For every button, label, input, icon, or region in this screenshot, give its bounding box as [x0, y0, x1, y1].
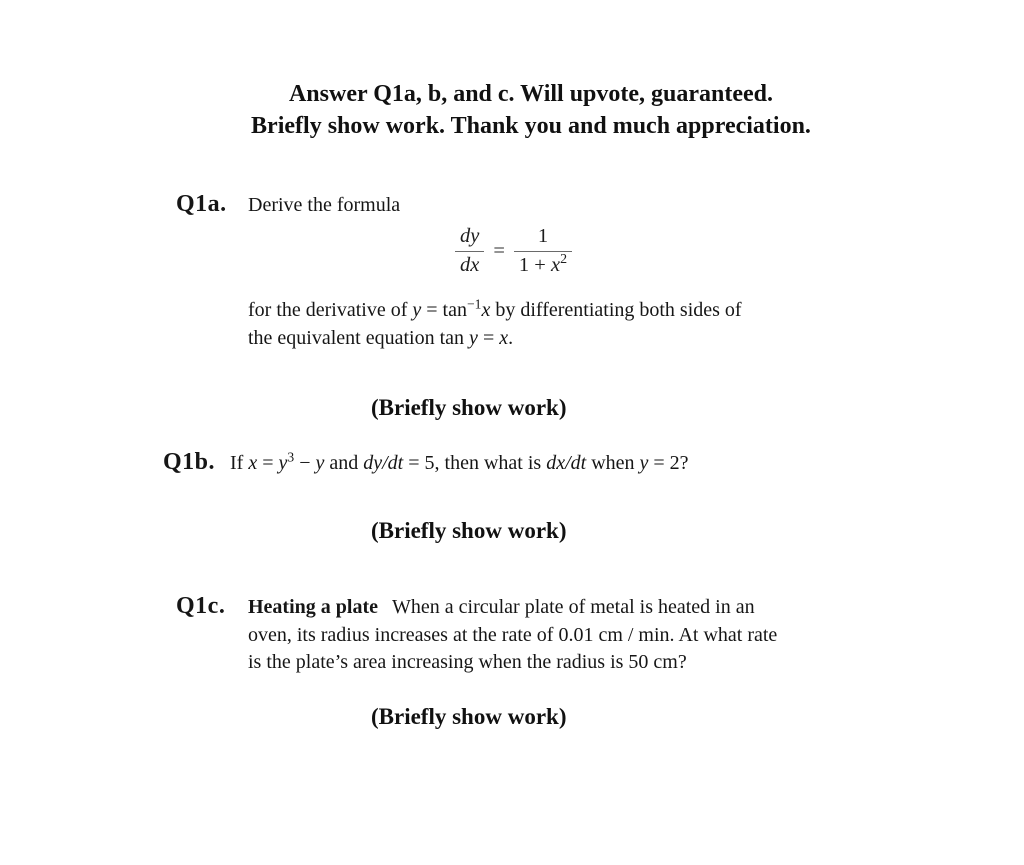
- fraction-numerator-1: 1: [537, 225, 549, 247]
- fraction-dy-dx: [455, 225, 484, 277]
- header-line-1: Answer Q1a, b, and c. Will upvote, guaranteed.: [288, 81, 774, 107]
- q1a-text-segment: = tan: [421, 299, 467, 321]
- question-q1b: [163, 449, 689, 476]
- q1c-line-3: is the plate’s area increasing when the radius is 50 cm?: [248, 651, 687, 673]
- variable-y: y: [412, 299, 422, 321]
- q1b-text-segment: −: [294, 452, 316, 474]
- denominator-variable-x: x: [550, 253, 561, 276]
- fraction-numerator-dy: dy: [460, 225, 480, 247]
- fraction-denominator-dx: dx: [455, 251, 484, 278]
- q1a-text-segment: =: [477, 326, 500, 349]
- briefly-show-work-3: (Briefly show work): [371, 704, 567, 729]
- variable-y: y: [278, 452, 288, 474]
- q1a-text-segment: the equivalent equation tan: [248, 326, 470, 349]
- q1b-text-segment: and: [324, 452, 364, 474]
- header-line-2: Briefly show work. Thank you and much appreciation.: [251, 113, 811, 139]
- briefly-show-work-2: (Briefly show work): [371, 518, 567, 543]
- question-q1a: [176, 191, 400, 218]
- q1b-text-segment: when: [586, 452, 640, 474]
- exponent-3: 3: [287, 449, 295, 465]
- q1c-label: Q1c.: [176, 593, 226, 619]
- fraction-1-over-1-plus-x-squared: [514, 225, 572, 277]
- q1a-text-segment: .: [508, 326, 514, 349]
- q1b-text-segment: =: [257, 452, 279, 474]
- q1b-label: Q1b.: [163, 449, 216, 475]
- denominator-prefix: 1 +: [518, 253, 551, 276]
- q1a-formula: [455, 225, 572, 277]
- q1a-body: [248, 297, 742, 352]
- fraction-denominator-1-plus-x-squared: [514, 251, 572, 278]
- denominator-exponent: 2: [560, 251, 568, 267]
- equals-sign: =: [493, 239, 505, 262]
- q1b-text-segment: = 5, then what is: [403, 452, 547, 474]
- tan-inverse-exponent: −1: [466, 296, 482, 312]
- q1c-body: [248, 594, 777, 677]
- q1b-text-segment: If: [230, 452, 249, 474]
- variable-x: x: [481, 299, 491, 321]
- question-q1c: [176, 593, 777, 677]
- variable-y: y: [469, 326, 478, 349]
- q1c-subtitle: Heating a plate: [248, 596, 378, 618]
- q1a-intro: Derive the formula: [248, 194, 401, 216]
- variable-x: x: [248, 452, 258, 474]
- variable-y: y: [639, 452, 649, 474]
- q1a-label: Q1a.: [176, 191, 227, 217]
- variable-x: x: [499, 326, 509, 349]
- q1b-body: [230, 449, 689, 475]
- q1a-text-segment: for the derivative of: [248, 299, 413, 321]
- q1a-text-segment: by differentiating both sides of: [490, 299, 742, 321]
- briefly-show-work-1: (Briefly show work): [371, 395, 567, 420]
- q1c-line-2: oven, its radius increases at the rate of 0.01 cm / min. At what rate: [248, 623, 778, 646]
- q1c-line-1: When a circular plate of metal is heated in an: [392, 596, 755, 618]
- request-header: [19, 78, 1024, 142]
- derivative-dy-dt: dy/dt: [363, 452, 404, 474]
- q1b-text-segment: = 2?: [648, 452, 689, 474]
- derivative-dx-dt: dx/dt: [546, 452, 587, 474]
- variable-y: y: [315, 452, 325, 474]
